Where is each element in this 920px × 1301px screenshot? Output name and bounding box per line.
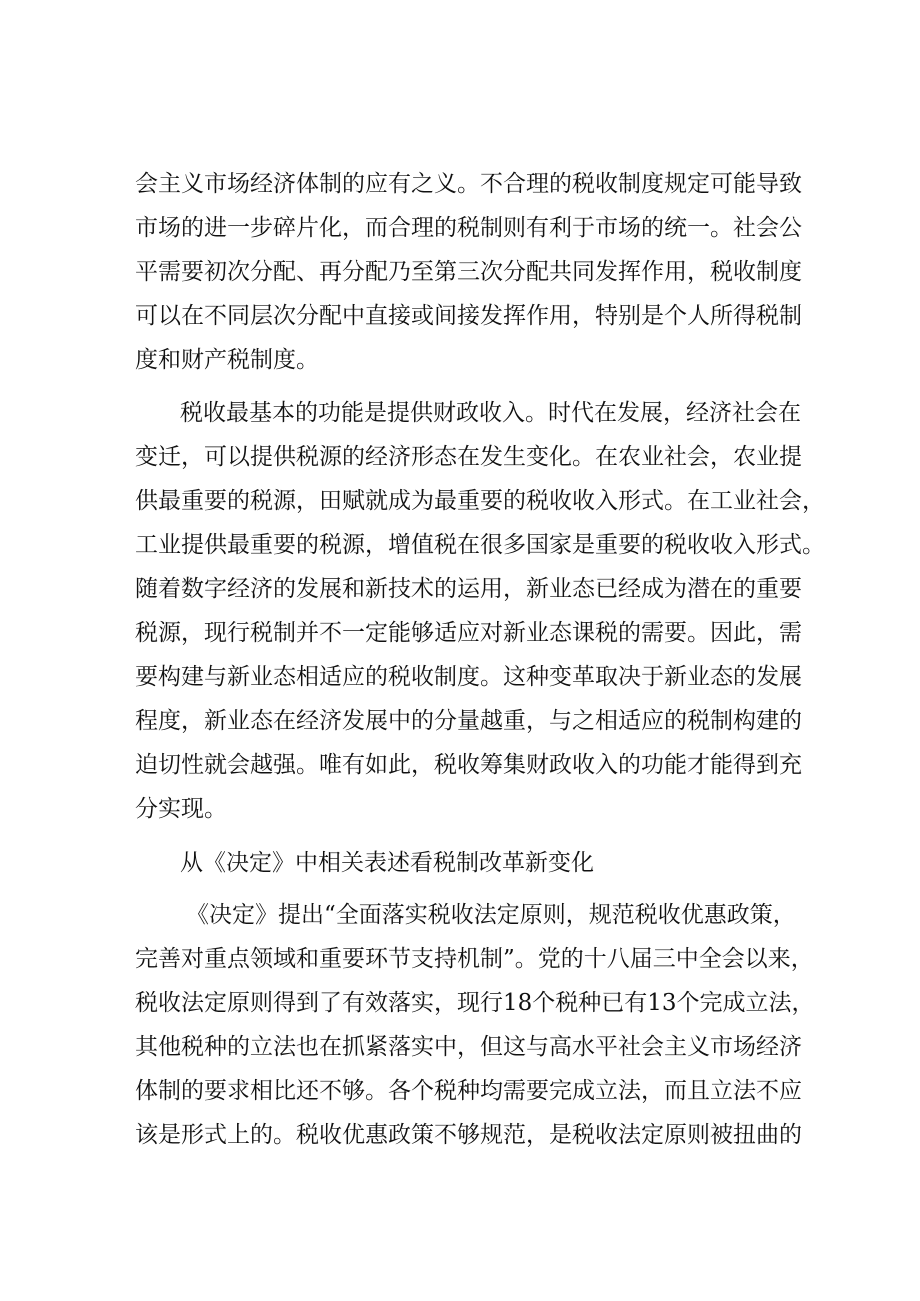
paragraph-1-line-4: 可以在不同层次分配中直接或间接发挥作用，特别是个人所得税制	[135, 303, 802, 329]
paragraph-3-line-2: 完善对重点领域和重要环节支持机制”。党的十八届三中全会以来，	[135, 946, 814, 972]
paragraph-3-line-4: 其他税种的立法也在抓紧落实中，但这与高水平社会主义市场经济	[135, 1034, 802, 1060]
paragraph-1-line-3: 平需要初次分配、再分配乃至第三次分配共同发挥作用，税收制度	[135, 259, 802, 285]
paragraph-2-line-3: 供最重要的税源，田赋就成为最重要的税收收入形式。在工业社会，	[135, 488, 825, 514]
paragraph-1-line-1: 会主义市场经济体制的应有之义。不合理的税收制度规定可能导致	[135, 171, 802, 197]
section-heading: 从《决定》中相关表述看税制改革新变化	[180, 850, 594, 876]
paragraph-1-line-2: 市场的进一步碎片化，而合理的税制则有利于市场的统一。社会公	[135, 215, 802, 241]
paragraph-2-line-2: 变迁，可以提供税源的经济形态在发生变化。在农业社会，农业提	[135, 444, 802, 470]
paragraph-2-line-4: 工业提供最重要的税源，增值税在很多国家是重要的税收收入形式。	[135, 532, 825, 558]
paragraph-3-line-5: 体制的要求相比还不够。各个税种均需要完成立法，而且立法不应	[135, 1078, 802, 1104]
paragraph-2-line-8: 程度，新业态在经济发展中的分量越重，与之相适应的税制构建的	[135, 708, 802, 734]
paragraph-3-line-6: 该是形式上的。税收优惠政策不够规范，是税收法定原则被扭曲的	[135, 1122, 802, 1148]
paragraph-2-line-9: 迫切性就会越强。唯有如此，税收筹集财政收入的功能才能得到充	[135, 752, 802, 778]
paragraph-3-line-1: 《决定》提出“全面落实税收法定原则，规范税收优惠政策，	[186, 902, 796, 928]
paragraph-2-line-7: 要构建与新业态相适应的税收制度。这种变革取决于新业态的发展	[135, 664, 802, 690]
paragraph-2-line-5: 随着数字经济的发展和新技术的运用，新业态已经成为潜在的重要	[135, 576, 802, 602]
paragraph-2-line-6: 税源，现行税制并不一定能够适应对新业态课税的需要。因此，需	[135, 620, 802, 646]
paragraph-2-line-10: 分实现。	[135, 796, 227, 822]
paragraph-1-line-5: 度和财产税制度。	[135, 347, 319, 373]
paragraph-3-line-3: 税收法定原则得到了有效落实，现行18个税种已有13个完成立法，	[135, 990, 815, 1016]
paragraph-2-line-1: 税收最基本的功能是提供财政收入。时代在发展，经济社会在	[180, 400, 801, 426]
